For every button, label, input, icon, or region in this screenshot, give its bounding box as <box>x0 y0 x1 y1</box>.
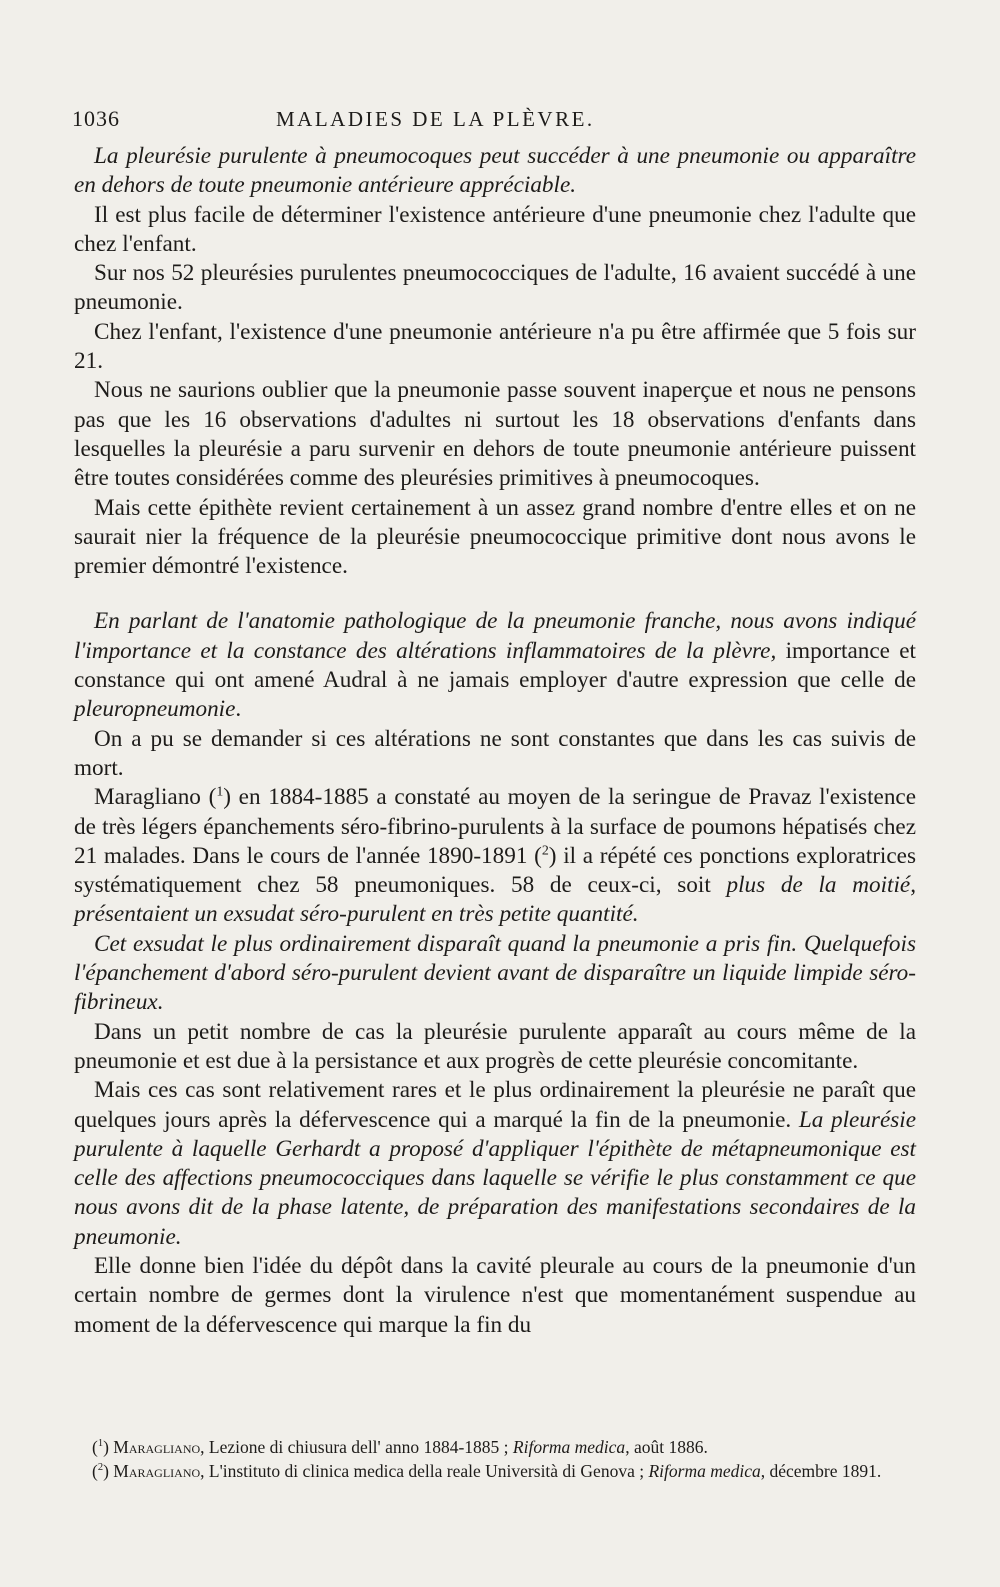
footnote-ref-2: 2 <box>541 843 549 859</box>
paragraph-9: Maragliano ($^1$) en 1884-1885 a constaté au moyen de la seringue de Pravaz l'existence de très légers épanchements séro-fibrino-purulents à la surface de poumons hépatisés chez 21 malades. Dans le cours de l'année 1890-1891 ($^2$) il a répété ces ponctions exploratrices systématiquement chez 58 pneumoniques. 58 de ceux-ci, soit plus de la moitié, présentaient un exsudat séro-purulent en très petite quantité. <box>74 784 916 928</box>
page-header <box>72 106 914 132</box>
footnote-ref-1: 1 <box>216 784 224 800</box>
page-number: 1036 <box>72 106 120 131</box>
body-text <box>74 142 916 1340</box>
paragraph-8: On a pu se demander si ces altérations ne sont constantes que dans les cas suivis de mort. <box>74 725 916 781</box>
footnote-1: ($^1$) Maragliano, Lezione di chiusura dell' anno 1884-1885 ; Riforma medica, août 1886. <box>92 1437 708 1457</box>
paragraph-11: Dans un petit nombre de cas la pleurésie purulente apparaît au cours même de la pneumonie et est due à la persistance et aux progrès de cette pleurésie concomitante. <box>74 1018 916 1074</box>
paragraph-7: En parlant de l'anatomie pathologique de la pneumonie franche, nous avons indiqué l'importance et la constance des altérations inflammatoires de la plèvre, importance et constance qui ont amené Audral à ne jamais employer d'autre expression que celle de pleuropneumonie. <box>74 608 916 723</box>
footnote-2: ($^2$) Maragliano, L'instituto di clinica medica della reale Università di Genova ; Riforma medica, décembre 1891. <box>92 1460 882 1481</box>
footnote-author: Maragliano <box>113 1460 201 1481</box>
paragraph-5: Nous ne saurions oublier que la pneumonie passe souvent inaperçue et nous ne pensons pas que les 16 observations d'adultes ni surtout les 18 observations d'enfants dans lesquelles la pleurésie a paru survenir en dehors de toute pneumonie antérieure puissent être toutes considérées comme des pleurésies primitives à pneumocoques. <box>74 377 916 492</box>
paragraph-12: Mais ces cas sont relativement rares et le plus ordinairement la pleurésie ne paraît que quelques jours après la défervescence qui a marqué la fin de la pneumonie. La pleurésie purulente à laquelle Gerhardt a proposé d'appliquer l'épithète de métapneumonique est celle des affections pneumococciques dans laquelle se vérifie le plus constamment ce que nous avons dit de la phase latente, de préparation des manifestations secondaires de la pneumonie. <box>74 1077 916 1250</box>
footnote-author: Maragliano <box>113 1437 201 1457</box>
paragraph-1: La pleurésie purulente à pneumocoques peut succéder à une pneumonie ou apparaître en dehors de toute pneumonie antérieure appréciable. <box>74 143 916 199</box>
footnotes <box>82 1436 920 1483</box>
running-title: MALADIES DE LA PLÈVRE. <box>276 107 595 131</box>
paragraph-3: Sur nos 52 pleurésies purulentes pneumococciques de l'adulte, 16 avaient succédé à une pneumonie. <box>74 260 916 316</box>
paragraph-2: Il est plus facile de déterminer l'existence antérieure d'une pneumonie chez l'adulte que chez l'enfant. <box>74 201 916 257</box>
paragraph-10: Cet exsudat le plus ordinairement disparaît quand la pneumonie a pris fin. Quelquefois l'épanchement d'abord séro-purulent devient avant de disparaître un liquide limpide séro-fibrineux. <box>74 930 916 1016</box>
paragraph-4: Chez l'enfant, l'existence d'une pneumonie antérieure n'a pu être affirmée que 5 fois sur 21. <box>74 318 916 375</box>
paragraph-13: Elle donne bien l'idée du dépôt dans la cavité pleurale au cours de la pneumonie d'un certain nombre de germes dont la virulence n'est que momentanément suspendue au moment de la défervescence qui marque la fin du <box>74 1252 916 1338</box>
paragraph-6: Mais cette épithète revient certainement à un assez grand nombre d'entre elles et on ne saurait nier la fréquence de la pleurésie pneumococcique primitive dont nous avons le premier démontré l'existence. <box>74 494 916 580</box>
